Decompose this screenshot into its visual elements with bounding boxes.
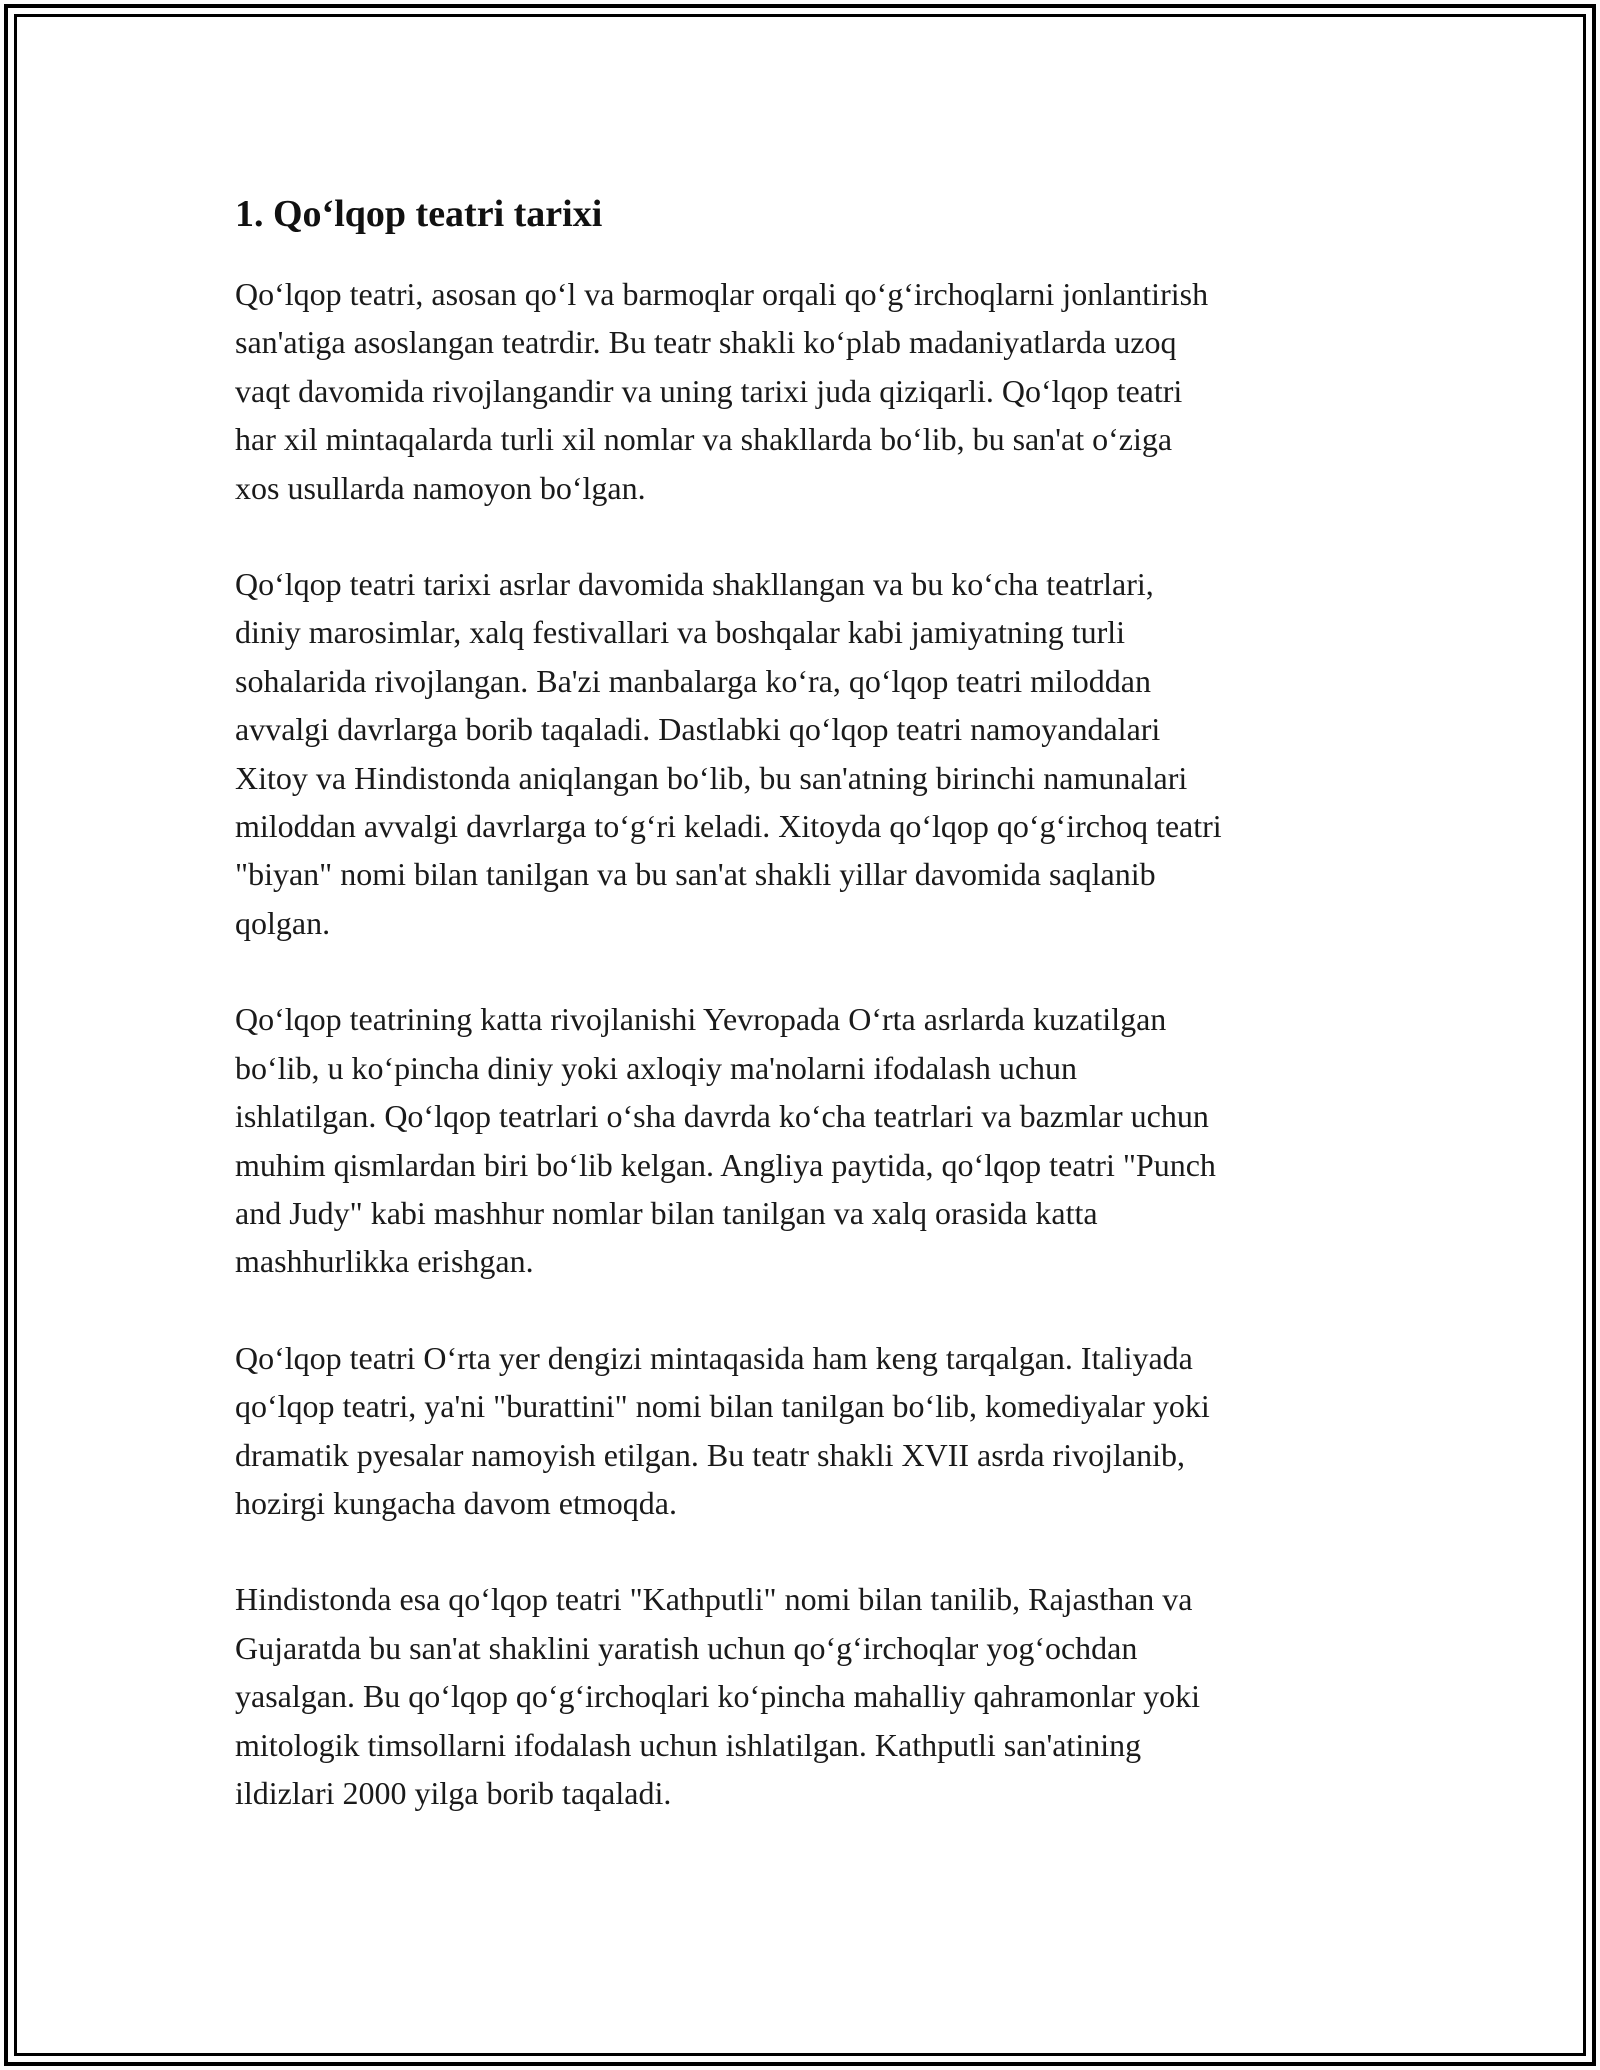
- document-body: [235, 186, 1385, 1865]
- section-heading: 1. Qo‘lqop teatri tarixi: [235, 193, 603, 235]
- paragraph-4: Qo‘lqop teatri O‘rta yer dengizi mintaqasida ham keng tarqalgan. Italiyada qo‘lqop teatri, ya'ni "burattini" nomi bilan tanilgan bo‘lib, komediyalar yoki dramatik pyesalar namoyish etilgan. Bu teatr shakli XVII asrda rivojlanib, hozirgi kungacha davom etmoqda.: [235, 1339, 1210, 1521]
- paragraph-5: Hindistonda esa qo‘lqop teatri "Kathputli" nomi bilan tanilib, Rajasthan va Gujaratda bu san'at shaklini yaratish uchun qo‘g‘irchoqlar yog‘ochdan yasalgan. Bu qo‘lqop qo‘g‘irchoqlari ko‘pincha mahalliy qahramonlar yoki mitologik timsollarni ifodalash uchun ishlatilgan. Kathputli san'atining ildizlari 2000 yilga borib taqaladi.: [235, 1581, 1201, 1811]
- paragraph-1: Qo‘lqop teatri, asosan qo‘l va barmoqlar orqali qo‘g‘irchoqlarni jonlantirish san'atiga asoslangan teatrdir. Bu teatr shakli ko‘plab madaniyatlarda uzoq vaqt davomida rivojlangandir va uning tarixi juda qiziqarli. Qo‘lqop teatri har xil mintaqalarda turli xil nomlar va shakllarda bo‘lib, bu san'at o‘ziga xos usullarda namoyon bo‘lgan.: [235, 276, 1209, 506]
- paragraph-2: Qo‘lqop teatri tarixi asrlar davomida shakllangan va bu ko‘cha teatrlari, diniy marosimlar, xalq festivallari va boshqalar kabi jamiyatning turli sohalarida rivojlangan. Ba'zi manbalarga ko‘ra, qo‘lqop teatri miloddan avvalgi davrlarga borib taqaladi. Dastlabki qo‘lqop teatri namoyandalari Xitoy va Hindistonda aniqlangan bo‘lib, bu san'atning birinchi namunalari miloddan avvalgi davrlarga to‘g‘ri keladi. Xitoyda qo‘lqop qo‘g‘irchoq teatri "biyan" nomi bilan tanilgan va bu san'at shakli yillar davomida saqlanib qolgan.: [235, 566, 1222, 941]
- paragraph-3: Qo‘lqop teatrining katta rivojlanishi Yevropada O‘rta asrlarda kuzatilgan bo‘lib, u ko‘pincha diniy yoki axloqiy ma'nolarni ifodalash uchun ishlatilgan. Qo‘lqop teatrlari o‘sha davrda ko‘cha teatrlari va bazmlar uchun muhim qismlardan biri bo‘lib kelgan. Angliya paytida, qo‘lqop teatri "Punch and Judy" kabi mashhur nomlar bilan tanilgan va xalq orasida katta mashhurlikka erishgan.: [235, 1001, 1216, 1280]
